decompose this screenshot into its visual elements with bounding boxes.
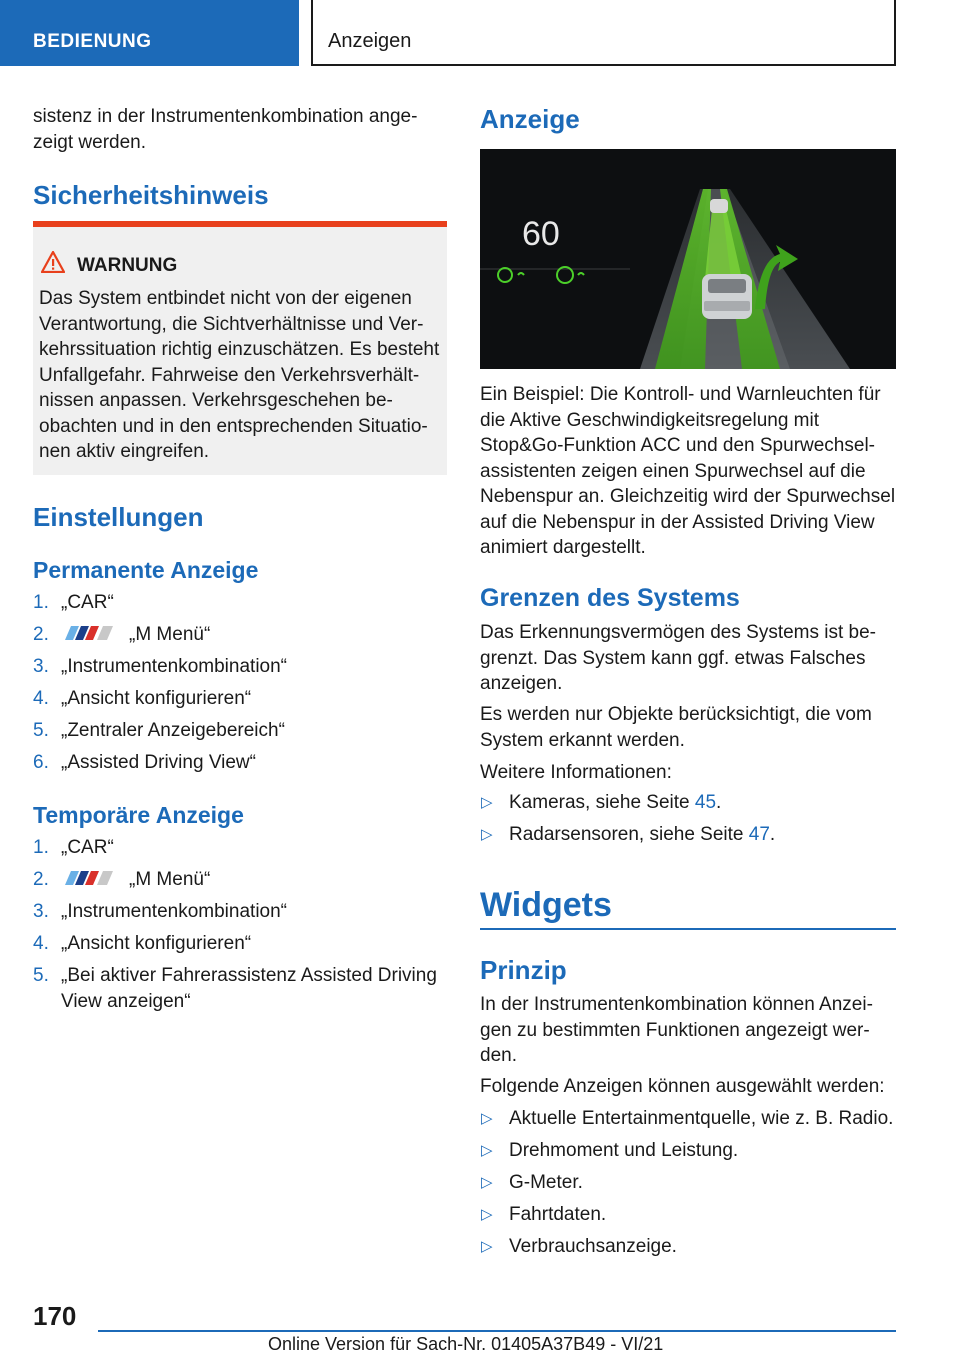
- step-item: [33, 835, 447, 861]
- display-heading: Anzeige: [480, 104, 580, 134]
- bullet-triangle-icon: ▷: [481, 1174, 493, 1191]
- step-item: [33, 686, 447, 712]
- page-reference-link[interactable]: 45: [694, 792, 717, 813]
- list-item: [480, 1106, 896, 1132]
- bullet-triangle-icon: ▷: [481, 1238, 493, 1255]
- step-number: 1.: [33, 592, 49, 613]
- step-number: 3.: [33, 901, 49, 922]
- bullet-triangle-icon: ▷: [481, 1142, 493, 1159]
- step-item: [33, 654, 447, 680]
- temporary-heading: Temporäre Anzeige: [33, 802, 244, 828]
- list-item-text: Aktuelle Entertainmentquelle, wie z. B. Radio.: [509, 1108, 894, 1129]
- bullet-triangle-icon: ▷: [481, 826, 493, 843]
- widgets-divider: [480, 928, 896, 930]
- step-text: „M Menü“: [129, 869, 211, 890]
- list-item: [480, 790, 896, 816]
- step-item: [33, 590, 447, 616]
- list-item-text: Verbrauchsanzeige.: [509, 1236, 677, 1257]
- footer-text: Online Version für Sach-Nr. 01405A37B49 - VI/21: [268, 1334, 664, 1354]
- principle-items: [480, 1106, 896, 1266]
- step-text: „CAR“: [61, 837, 114, 858]
- settings-heading: Einstellungen: [33, 502, 204, 532]
- step-number: 2.: [33, 624, 49, 645]
- section-title: BEDIENUNG: [33, 31, 152, 52]
- step-text: „Ansicht konfigurieren“: [61, 933, 252, 954]
- step-item: [33, 867, 447, 893]
- m-logo-icon: [61, 871, 115, 885]
- list-item: [480, 1202, 896, 1228]
- step-text: „Bei aktiver Fahrerassistenz Assisted Driving View anzeigen“: [61, 965, 437, 1012]
- step-text: „Instrumentenkombination“: [61, 656, 287, 677]
- limits-paragraph-3: Weitere Informationen:: [480, 762, 672, 783]
- link-text: Radarsensoren, siehe Seite: [509, 824, 749, 845]
- warning-triangle-icon: [41, 251, 65, 273]
- list-item: [480, 1170, 896, 1196]
- safety-heading: Sicherheitshinweis: [33, 180, 269, 210]
- warning-title: WARNUNG: [77, 255, 178, 276]
- limits-heading: Grenzen des Systems: [480, 584, 740, 612]
- step-text: „Instrumentenkombination“: [61, 901, 287, 922]
- temporary-steps: [33, 835, 447, 1021]
- list-item-text: Drehmoment und Leistung.: [509, 1140, 739, 1161]
- step-item: [33, 622, 447, 648]
- bullet-triangle-icon: ▷: [481, 794, 493, 811]
- speed-readout: 60: [522, 215, 560, 253]
- permanent-heading: Permanente Anzeige: [33, 557, 259, 583]
- step-text: „Assisted Driving View“: [61, 752, 256, 773]
- warning-box: [33, 221, 447, 475]
- step-text: „CAR“: [61, 592, 114, 613]
- intro-text: sistenz in der Instrumentenkombination ange- zeigt werden.: [33, 106, 418, 153]
- step-number: 4.: [33, 933, 49, 954]
- section-tab: [0, 0, 299, 66]
- limits-paragraph-1: Das Erkennungsvermögen des Systems ist be-grenzt. Das System kann ggf. etwas Falsches anzeigen.: [480, 622, 877, 694]
- step-number: 1.: [33, 837, 49, 858]
- link-punctuation: .: [716, 792, 722, 813]
- step-item: [33, 963, 447, 1014]
- step-text: „Ansicht konfigurieren“: [61, 688, 252, 709]
- m-logo-icon: [61, 626, 115, 640]
- page-reference-link[interactable]: 47: [748, 824, 770, 845]
- step-number: 4.: [33, 688, 49, 709]
- assisted-driving-view-image: [480, 149, 896, 369]
- warning-text: Das System entbindet nicht von der eigenen Verantwortung, die Sichtverhältnisse und Ver-kehrssituation richtig einzuschätzen. Es besteht Unfallgefahr. Fahrweise den Verkehrsverhält-nissen anpassen. Verkehrsgeschehen be-obachten und in den entsprechenden Situatio-nen aktiv eingreifen.: [39, 288, 440, 462]
- step-number: 5.: [33, 965, 49, 986]
- step-text: „M Menü“: [129, 624, 211, 645]
- step-item: [33, 931, 447, 957]
- list-item: [480, 1234, 896, 1260]
- step-item: [33, 718, 447, 744]
- step-text: „Zentraler Anzeigebereich“: [61, 720, 285, 741]
- principle-heading: Prinzip: [480, 955, 567, 985]
- step-number: 6.: [33, 752, 49, 773]
- bullet-triangle-icon: ▷: [481, 1110, 493, 1127]
- list-item: [480, 1138, 896, 1164]
- step-number: 3.: [33, 656, 49, 677]
- list-item: [480, 822, 896, 848]
- dashboard-illustration: [480, 149, 896, 369]
- bullet-triangle-icon: ▷: [481, 1206, 493, 1223]
- principle-paragraph-2: Folgende Anzeigen können ausgewählt werden:: [480, 1076, 885, 1097]
- step-number: 2.: [33, 869, 49, 890]
- page-number: 170: [33, 1301, 77, 1331]
- limits-paragraph-2: Es werden nur Objekte berücksichtigt, die vom System erkannt werden.: [480, 704, 872, 751]
- list-item-text: Fahrtdaten.: [509, 1204, 607, 1225]
- principle-paragraph-1: In der Instrumentenkombination können Anzei-gen zu bestimmten Funktionen angezeigt wer-den.: [480, 994, 873, 1066]
- widgets-heading: Widgets: [480, 886, 612, 924]
- footer-rule: [98, 1330, 896, 1332]
- image-caption: Ein Beispiel: Die Kontroll- und Warnleuchten für die Aktive Geschwindigkeitsregelung mit Stop&Go-Funktion ACC und den Spurwechsel-assistenten zeigen einen Spurwechsel auf die Nebenspur an. Gleichzeitig wird der Spurwechsel auf die Nebenspur in der Assisted Driving View animiert dargestellt.: [480, 384, 896, 558]
- step-item: [33, 899, 447, 925]
- limits-links: [480, 790, 896, 854]
- chapter-tab: [311, 0, 896, 66]
- step-item: [33, 750, 447, 776]
- chapter-title: Anzeigen: [328, 30, 412, 52]
- link-punctuation: .: [769, 824, 776, 845]
- list-item-text: G-Meter.: [509, 1172, 583, 1193]
- step-number: 5.: [33, 720, 49, 741]
- link-text: Kameras, siehe Seite: [509, 792, 695, 813]
- permanent-steps: [33, 590, 447, 782]
